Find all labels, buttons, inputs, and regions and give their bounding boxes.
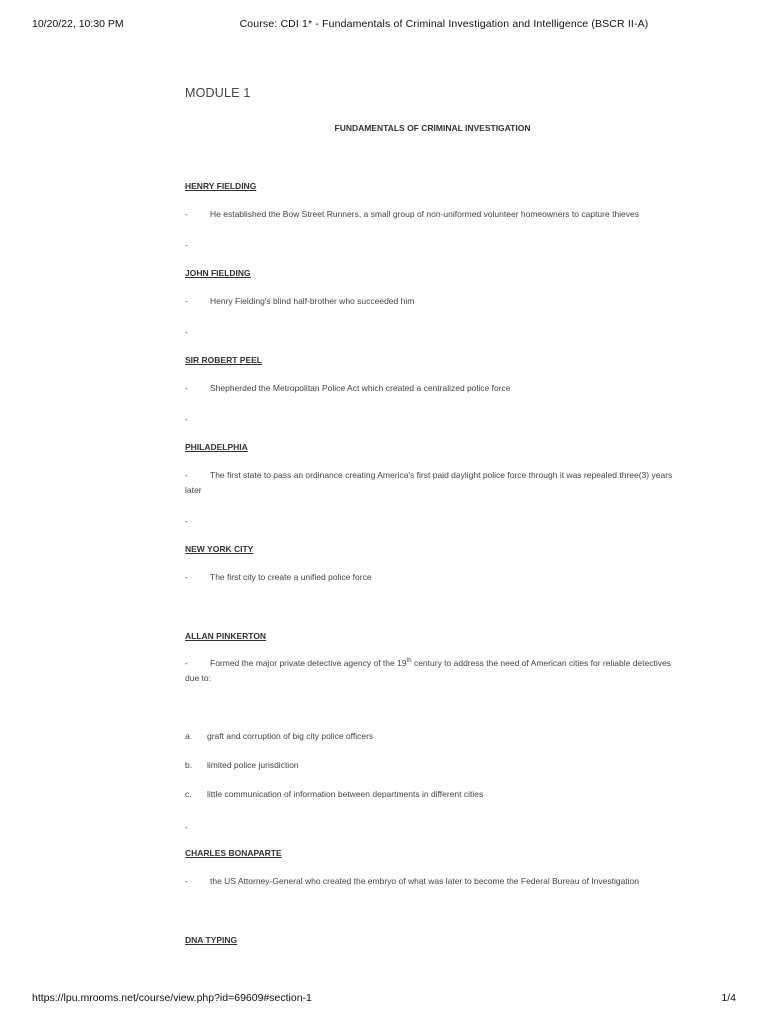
section-heading-john-fielding: JOHN FIELDING [185, 268, 251, 278]
section-heading-dna-typing: DNA TYPING [185, 935, 238, 945]
bullet-item [185, 570, 680, 585]
bullet-text: The first state to pass an ordinance creating America's first paid daylight police force through it was repealed three(3) years later [185, 470, 673, 495]
bullet-marker: - [185, 296, 188, 306]
bullet-item [185, 656, 680, 686]
print-header [0, 18, 768, 32]
bullet-marker: - [185, 876, 188, 886]
bullet-text-continued: century to address the need of American cities for reliable detectives due to: [185, 658, 671, 683]
bullet-marker: - [185, 209, 188, 219]
separator-dash: - [185, 414, 188, 424]
bullet-marker: - [185, 383, 188, 393]
list-item [185, 731, 373, 741]
bullet-item [185, 381, 680, 396]
section-heading-henry-fielding: HENRY FIELDING [185, 181, 257, 191]
list-marker: a. [185, 731, 193, 741]
print-datetime: 10/20/22, 10:30 PM [32, 18, 124, 30]
bullet-text: The first city to create a unified police force [210, 572, 372, 582]
bullet-text: Henry Fielding's blind half-brother who succeeded him [210, 296, 415, 306]
bullet-text: Shepherded the Metropolitan Police Act which created a centralized police force [210, 383, 511, 393]
section-heading-sir-robert-peel: SIR ROBERT PEEL [185, 355, 262, 365]
bullet-marker: - [185, 572, 188, 582]
bullet-marker: - [185, 658, 188, 668]
section-heading-philadelphia: PHILADELPHIA [185, 442, 248, 452]
bullet-text: He established the Bow Street Runners, a small group of non-uniformed volunteer homeowners to capture thieves [210, 209, 640, 219]
separator-dash: - [185, 327, 188, 337]
bullet-item [185, 294, 680, 309]
list-item [185, 789, 483, 799]
main-heading: FUNDAMENTALS OF CRIMINAL INVESTIGATION [334, 123, 531, 133]
page-number: 1/4 [721, 992, 736, 1004]
bullet-text: the US Attorney-General who created the embryo of what was later to become the Federal Bureau of Investigation [210, 876, 640, 886]
list-text: little communication of information between departments in different cities [207, 789, 484, 799]
section-heading-new-york-city: NEW YORK CITY [185, 544, 254, 554]
section-heading-charles-bonaparte: CHARLES BONAPARTE [185, 848, 282, 858]
bullet-item [185, 468, 680, 498]
bullet-item [185, 207, 680, 222]
print-footer [0, 992, 768, 1006]
list-item [185, 760, 299, 770]
module-title: MODULE 1 [185, 86, 251, 100]
separator-dash: - [185, 822, 188, 832]
bullet-marker: - [185, 470, 188, 480]
list-marker: c. [185, 789, 192, 799]
separator-dash: - [185, 516, 188, 526]
list-text: limited police jurisdiction [207, 760, 299, 770]
list-marker: b. [185, 760, 193, 770]
bullet-item [185, 874, 680, 889]
bullet-text: Formed the major private detective agency of the 19 [210, 658, 407, 668]
superscript-th: th [406, 658, 412, 664]
course-title: Course: CDI 1* - Fundamentals of Criminal Investigation and Intelligence (BSCR II-A) [239, 18, 649, 30]
separator-dash: - [185, 240, 188, 250]
page-url[interactable]: https://lpu.mrooms.net/course/view.php?id=69609#section-1 [32, 992, 312, 1004]
list-text: graft and corruption of big city police officers [207, 731, 374, 741]
section-heading-allan-pinkerton: ALLAN PINKERTON [185, 631, 267, 641]
